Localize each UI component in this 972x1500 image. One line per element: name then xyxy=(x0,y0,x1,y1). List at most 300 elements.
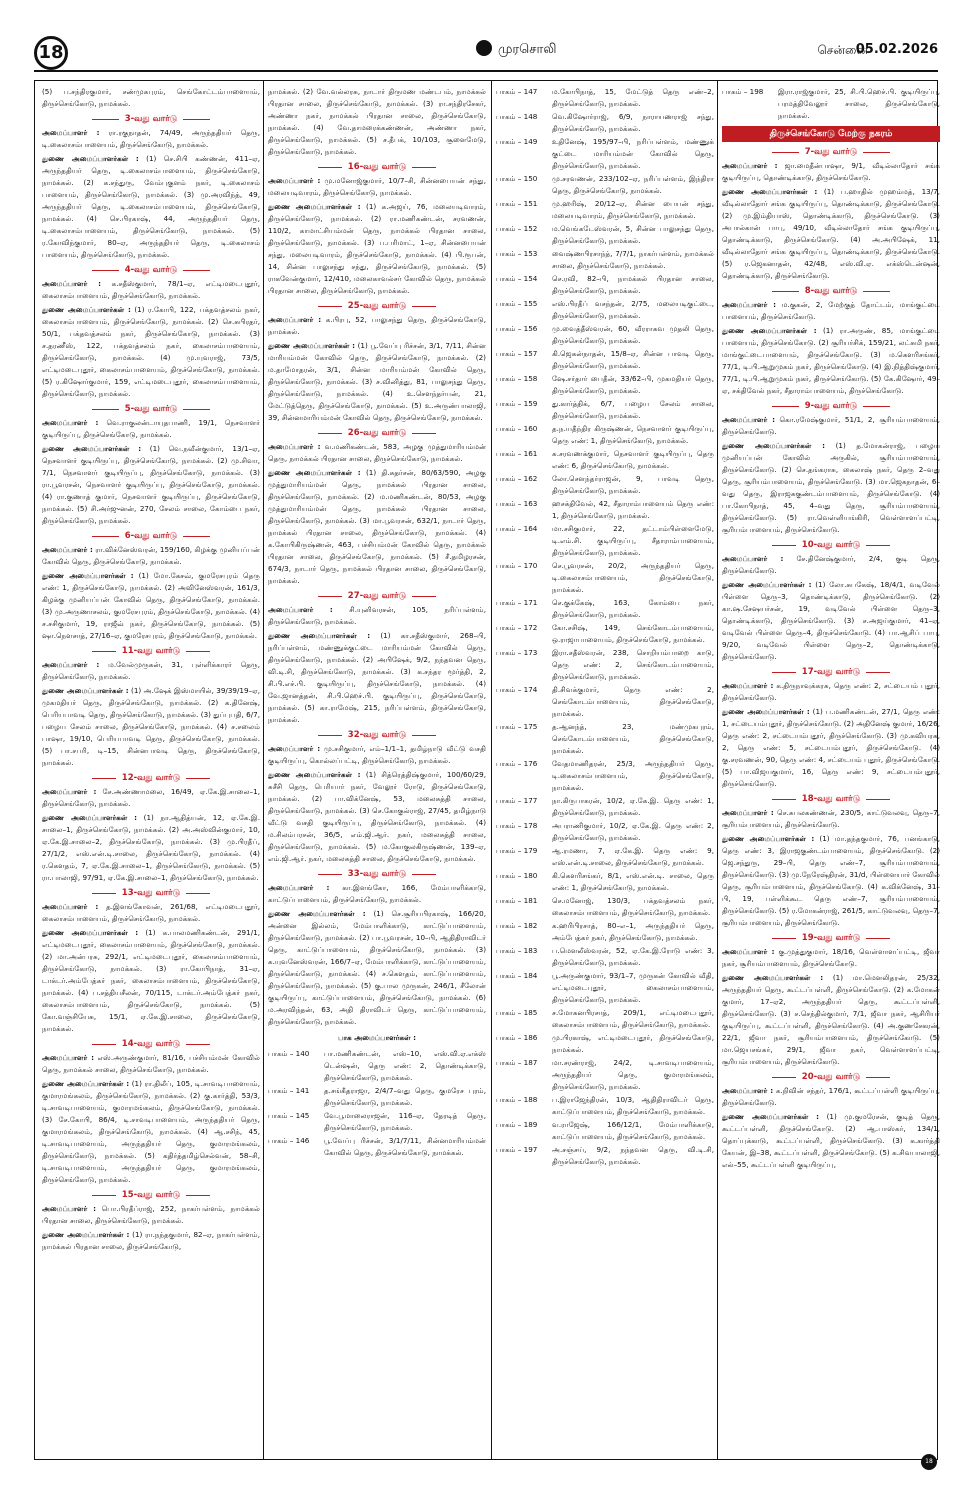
booth-number: பாகம் – 186 xyxy=(496,1033,538,1042)
booth-number: பாகம் – 171 xyxy=(496,598,538,607)
booth-member: லோ.செளந்தர்ராஜன், 9, பாவடி தெரு, திருச்செங்கோடு, நாமக்கல். xyxy=(552,474,714,495)
ward-heading-text: 19-வது வார்டு xyxy=(796,933,866,943)
ward-heading-text: 15-வது வார்டு xyxy=(116,1190,186,1200)
entry-paragraph xyxy=(268,86,486,158)
role-label: துணை அமைப்பாளர்கள் : xyxy=(42,154,139,163)
entry-text: ஜா.மைதீன்பாஷா, 9/1, வீடில்லாதோர் சங்க குடியிருப்பு, தொண்டிக்காடு, திருச்செங்கோடு. xyxy=(722,161,940,182)
ward-heading xyxy=(722,285,940,297)
entry-paragraph xyxy=(268,175,486,199)
booth-member: செ.மனோஜ், 130/3, பக்தவத்சலம் நகர், கைலாசம்பாளையம், திருச்செங்கோடு, நாமக்கல். xyxy=(552,896,714,917)
role-label: துணை அமைப்பாளர்கள் : xyxy=(42,928,139,937)
booth-member: மு.ஹரிஷ், 20/12–ஏ, சின்ன பையன் சந்து, மலையடிவாரம், திருச்செங்கோடு, நாமக்கல். xyxy=(552,199,714,220)
ward-heading-text: 14-வது வார்டு xyxy=(116,1039,186,1049)
entry-text: (1) செ.சூரியபிரகாஷ், 166/20, அன்னை இல்லம், மேம்பாளிக்காடு, காட்டுப்பாளையம், திருச்செங்கோடு, நாமக்கல். (2) பா.பூவரசன், 10–பி, ஆதிதிராவிடர் தெரு, காட்டுப்பாளையம், திருச்செங்கோடு, நாமக்கல். (3) க.யுவனேஸ்வரன், 166/7–ஏ, மேம்பாளிக்காடு, காட்டுப்பாளையம், திருச்செங்கோடு, நாமக்கல். (4) ச.கெளதம், காட்டுப்பாளையம், திருச்செங்கோடு, நாமக்கல். (5) கு.பால முருகன், 246/1, சீலோன் குடியிருப்பு, காட்டுப்பாளையம், திருச்செங்கோடு, நாமக்கல். (6) ம.அரவிந்தன், 63, அதி திராவிடர் தெரு, காட்டுப்பாளையம், திருச்செங்கோடு, நாமக்கல். xyxy=(268,909,486,1026)
booth-member: பா.மணிகண்டன், எஸ்–10, எஸ்.வி.ஏ.எக்ஸ் டென்ஷன், தெரு எண்: 2, தொண்டிக்காடு, திருச்செங்கோடு, நாமக்கல். xyxy=(324,1049,486,1082)
booth-entry xyxy=(496,423,714,447)
ward-heading xyxy=(722,793,940,805)
booth-entry xyxy=(496,298,714,322)
booth-entry xyxy=(496,820,714,844)
booth-number: பாகம் – 176 xyxy=(496,759,538,768)
role-label: அமைப்பாளர் : xyxy=(42,545,93,554)
role-label: துணை அமைப்பாளர்கள் : xyxy=(268,770,361,779)
masthead-title: முரசொலி xyxy=(498,42,557,57)
booth-entry xyxy=(496,945,714,969)
ward-heading-text: 11-வது வார்டு xyxy=(116,646,186,656)
booth-number: பாகம் – 147 xyxy=(496,87,538,96)
booth-number: பாகம் – 145 xyxy=(268,1111,310,1120)
booth-entry xyxy=(496,1057,714,1093)
role-label: அமைப்பாளர் : xyxy=(42,1204,96,1213)
booth-entry xyxy=(496,248,714,272)
role-label: துணை அமைப்பாளர்கள் : xyxy=(722,1112,820,1121)
ward-heading xyxy=(42,1189,260,1201)
ward-heading xyxy=(268,427,486,439)
booth-entry xyxy=(496,173,714,197)
role-label: அமைப்பாளர் : xyxy=(722,415,775,424)
ward-heading-text: 32-வது வார்டு xyxy=(342,730,412,740)
booth-member: வெ.கிஷோர்ராஜ், 6/9, நாராயணராஜ் சந்து, திருச்செங்கோடு, நாமக்கல். xyxy=(552,112,714,133)
booth-member: கி.கௌரிசங்கர், 8/1, எஸ்.என்.டி. சாலை, தெரு எண்: 1, திருச்செங்கோடு, நாமக்கல். xyxy=(552,871,714,892)
role-label: அமைப்பாளர் : xyxy=(722,161,778,170)
ward-heading xyxy=(722,932,940,944)
entry-text: வெ.ராகுலன்டாயுதபாணி, 19/1, நெசவாளர் குடியிருப்பு, திருச்செங்கோடு, நாமக்கல். xyxy=(42,418,260,439)
column-4 xyxy=(722,86,940,1456)
ward-heading-text: 20-வது வார்டு xyxy=(796,1072,866,1082)
ward-heading-text: 12-வது வார்டு xyxy=(116,773,186,783)
booth-number: பாகம் – 164 xyxy=(496,524,538,533)
masthead xyxy=(476,40,557,58)
booth-entry xyxy=(268,1135,486,1159)
entry-text: (1) கா.சதீஸ்குமார், 268–பி, நரிப்பள்ளம், மண்ணுக்குட்டை மாரியம்மன் கோவில் தெரு, திருச்செங்கோடு, நாமக்கல். (2) அபிஷேக், 9/2, நந்தவன தெரு, வி.டி.சி, திருச்செங்கோடு, நாமக்கல். (3) க.சந்தர மூர்த்தி, 2, சி.பி.எச்.பி. குடியிருப்பு, திருச்செங்கோடு, நாமக்கல். (4) வே.ஜானத்தன், சி.பி.ஹெச்.பி. குடியிருப்பு, திருச்செங்கோடு, நாமக்கல். (5) கா.ராமேஷ், 215, நரிப்பள்ளம், திருச்செங்கோடு, நாமக்கல். xyxy=(268,631,486,724)
booth-number: பாகம் – 178 xyxy=(496,821,538,830)
role-label: அமைப்பாளர் : xyxy=(268,442,321,451)
role-label: அமைப்பாளர் : xyxy=(268,883,330,892)
booth-member: அ.சஞ்சய், 9/2, நந்தவன தெரு, வி.டி.சி, திருச்செங்கோடு, நாமக்கல். xyxy=(552,1145,714,1166)
entry-text: பொ.பிரதீப்ராஜ், 252, நாகர்பள்ளம், நாமக்கல் பிரதான சாலை, திருச்செங்கோடு, நாமக்கல். xyxy=(42,1204,260,1225)
entry-text: (1) க.அஜய், 76, மலையடிவாரம், திருச்செங்கோடு, நாமக்கல். (2) ரா.மணிகண்டன், சரவணன், 110/2, காமாட்சியம்மன் தெரு, நாமக்கல் பிரதான சாலை, திருச்செங்கோடு, நாமக்கல். (3) ப.பரிமாட், 1–ஏ, சின்னபையன் சந்து, மலையடிவாரம், திருச்செங்கோடு, நாமக்கல். (4) பி.ரூபன், 14, சின்ன பாலுசந்து சந்து, திருச்செங்கோடு, நாமக்கல். (5) ராகவேன்குமார், 12/410, மலைகாவல்சர் கோவில் தெரு, நாமக்கல் பிரதான சாலை, திருச்செங்கோடு, நாமக்கல். xyxy=(268,202,486,295)
entry-text: (1) அ.ஷேக் இஸ்மாயில், 39/39/19–ஏ, முகமதியர் தெரு, திருச்செங்கோடு, நாமக்கல். (2) க.தினேஷ், பெரியபாவடி தெரு, திருச்செங்கோடு, நாமக்கல். (3) துப்புபதி, 6/7, பழைய சேலம் சாலை, திருச்செங்கோடு, நாமக்கல். (4) ச.சலைம் பாஷா, 19/10, பெரியபாவடி தெரு, திருச்செங்கோடு, நாமக்கல். (5) பா.சபரி, டி–15, சின்னபாவடி தெரு, திருச்செங்கோடு, நாமக்கல். xyxy=(42,686,260,767)
ward-heading-text: 8-வது வார்டு xyxy=(799,286,864,296)
edition-date: 05.02.2026 xyxy=(855,42,938,57)
booth-number: பாகம் – 174 xyxy=(496,685,538,694)
booth-member: வே.பூமாலைராஜன், 116–ஏ, தேரடித் தெரு, திருச்செங்கோடு, நாமக்கல். xyxy=(324,1111,486,1132)
entry-text: (1) ப.ஹாதில் முஹம்மத், 13/7, வீடில்லாதோர் சங்க குடியிருப்பு, தொண்டிக்காடு, திருச்செங்கோடு. (2) மு.இம்தியாஸ், தொண்டிக்காடு, திருச்செங்கோடு. (3) அபால்கான் பாபு, 49/10, வீடில்லாதோர் சங்க குடியிருப்பு, தொண்டிக்காடு, திருச்செங்கோடு. (4) அ.அபிஷேக், 11, வீடில்லாதோர் சங்க குடியிருப்பு, தொண்டிக்காடு, திருச்செங்கோடு. (5) ர.ஜெகனாதன், 42/48, எஸ்.வி.ஏ. எக்ஸ்டென்ஷன், தொண்டிக்காடு, திருச்செங்கோடு. xyxy=(722,187,940,280)
ward-heading xyxy=(42,264,260,276)
booth-member: து.கார்த்திக், 6/7, பழைய சேலம் சாலை, திருச்செங்கோடு, நாமக்கல். xyxy=(552,399,714,420)
booth-member: த.ந.யதீந்திர கிருஷ்ணன், நெசவாளர் குடியிருப்பு, தெரு எண்: 1, திருச்செங்கோடு, நாமக்கல். xyxy=(552,424,714,445)
ward-heading xyxy=(722,146,940,158)
booth-member: உதினேஷ், 195/97–பி, நரிப்பள்ளம், மண்ணுக் குட்டை மாரியம்மன் கோவில் தெரு, திருச்செங்கோடு, நாமக்கல். xyxy=(552,137,714,170)
booth-entry xyxy=(496,895,714,919)
booth-entry xyxy=(268,1048,486,1084)
column-1 xyxy=(42,86,260,1456)
booth-number: பாகம் – 162 xyxy=(496,474,538,483)
entry-text: கொ.ரமேஷ்குமார், 51/1, 2, சூரியம்பாளையம், திருச்செங்கோடு. xyxy=(722,415,940,436)
booth-entry xyxy=(496,560,714,596)
entry-text: (1) வெ.நவீன்குமார், 13/1–ஏ, நெசவாளர் குடியிருப்பு, திருச்செங்கோடு, நாமக்கல். (2) மு.சிவா, 7/1, நெசவாளர் குடியிருப்பு, திருச்செங்கோடு, நாமக்கல். (3) ரா.பூவரசன், நெசவாளர் குடியிருப்பு, திருச்செங்கோடு, நாமக்கல். (4) ரா.குணாத் குமார், நெசவாளர் குடியிருப்பு, திருச்செங்கோடு, நாமக்கல். (5) சி.அர்ஜுனன், 270, சேலம் சாலை, கோம்பை நகர், திருச்செங்கோடு, நாமக்கல். xyxy=(42,444,260,525)
booth-entry xyxy=(496,870,714,894)
entry-text: த.இளங்கோவன், 261/68, எட்டிமடைபுதூர், கைலாசம்பாளையம், திருச்செங்கோடு, நாமக்கல். xyxy=(42,902,260,923)
entry-paragraph xyxy=(42,1203,260,1227)
booth-number: பாகம் – 184 xyxy=(496,971,538,980)
entry-paragraph xyxy=(42,417,260,441)
booth-entry xyxy=(496,373,714,397)
booth-member: வ.ராஜேஷ், 166/12/1, மேம்பாளிக்காடு, காட்டுப்பாளையம், திருச்செங்கோடு, நாமக்கல். xyxy=(552,1120,714,1141)
role-label: அமைப்பாளர் : xyxy=(42,128,100,137)
booth-entry xyxy=(268,1110,486,1134)
entry-paragraph xyxy=(42,544,260,568)
booth-number: பாகம் – 189 xyxy=(496,1120,538,1129)
entry-text: க.திருநாவுக்கரசு, தெரு எண்: 2, சட்டையம் புதூர், திருச்செங்கோடு. xyxy=(722,681,940,702)
ward-heading xyxy=(722,666,940,678)
booth-entry xyxy=(496,721,714,757)
entry-text: (1) க.பாலமணிகண்டன், 291/1, எட்டிமடைபுதூர், கைலாசம்பாளையம், திருச்செங்கோடு, நாமக்கல். (2) மா.அன்பரசு, 292/1, எட்டிமடைபுதூர், கைலாசம்பாளையம், திருச்செங்கோடு, நாமக்கல். (3) ரா.கோபிநாத், 31–ஏ, டாக்டர்.அம்பேத்கர் நகர், கைலாசம்பாளையம், திருச்செங்கோடு, நாமக்கல். (4) ப.சத்தியசீலன், 70/115, டாக்டர்.அம்பேத்கர் நகர், கைலாசம்பாளையம், திருச்செங்கோடு, நாமக்கல். (5) கோ.வஞ்சியேசு, 15/1, ஏ.கே.இ.சாலை, திருச்செங்கோடு, நாமக்கல். xyxy=(42,928,260,1033)
booth-entry xyxy=(496,597,714,621)
booth-member: மு.சரவணன், 233/102–ஏ, நரிப்பள்ளம், இந்திரா தெரு, திருச்செங்கோடு, நாமக்கல். xyxy=(552,174,714,195)
booth-number: பாகம் – 148 xyxy=(496,112,538,121)
ward-heading-text: 3-வது வார்டு xyxy=(119,114,184,124)
booth-number: பாகம் – 159 xyxy=(496,399,538,408)
ward-heading-text: 13-வது வார்டு xyxy=(116,888,186,898)
role-label: துணை அமைப்பாளர்கள் : xyxy=(268,341,356,350)
entry-text: க.நிவின் சந்தர், 176/1, கூட்டப்பள்ளி குடியிருப்பு, திருச்செங்கோடு. xyxy=(722,1086,940,1107)
booth-entry xyxy=(496,498,714,522)
entry-paragraph xyxy=(268,441,486,465)
role-label: அமைப்பாளர் : xyxy=(42,418,99,427)
entry-text: கு.முத்துகுமார், 18/16, வெள்ளாளப்பட்டி, ஜீவா நகர், சூரியம்பாளையம், திருச்செங்கோடு. xyxy=(722,947,940,968)
entry-text: (5) ப.சந்திரகுமார், சண்முகபுரம், செங்கோட்டம்பாளையம், திருச்செங்கோடு, நாமக்கல். xyxy=(42,87,260,108)
booth-entry xyxy=(496,1144,714,1168)
entry-paragraph xyxy=(42,786,260,810)
booth-member: கோ.சசிஷ், 149, செங்கோடம்பாளையம், ஒ.ராஜாபாளையம், திருச்செங்கோடு, நாமக்கல். xyxy=(552,623,714,644)
entry-paragraph xyxy=(722,325,940,397)
booth-number: பாகம் – 170 xyxy=(496,561,538,570)
role-label: துணை அமைப்பாளர்கள் : xyxy=(42,686,129,695)
booth-number: பாகம் – 157 xyxy=(496,349,538,358)
booth-entry xyxy=(496,448,714,472)
role-label: அமைப்பாளர் : xyxy=(722,681,774,690)
entry-paragraph xyxy=(268,882,486,906)
entry-paragraph xyxy=(268,201,486,297)
booth-entry xyxy=(496,273,714,297)
entry-text: (1) த.மோகன்ராஜ், பழைய முனியப்பன் கோவில் அருகில், சூரியம்பாளையம், திருச்செங்கோடு. (2) செ.தங்கராசு, கைலாஷ் நகர், தெரு 2–வது தெரு, சூரியம்பாளையம், திருச்செங்கோடு. (3) மா.ஜெகநாதன், 6–வது தெரு, இராஜசுகுண்டம்பாளையம், திருச்செங்கோடு. (4) பா.கோபிநாத், 45, 4–வது தெரு, சூரியம்பாளையம், திருச்செங்கோடு. (5) ரா.வெள்ளியங்கிரி, வெள்ளாளப்பட்டி, சூரியம்பாளையம், திருச்செங்கோடு. xyxy=(722,441,940,534)
role-label: துணை அமைப்பாளர்கள் : xyxy=(42,1230,130,1239)
booth-entry xyxy=(496,1094,714,1118)
role-label: துணை அமைப்பாளர்கள் : xyxy=(268,468,361,477)
booth-entry xyxy=(496,622,714,646)
booth-member: இரா.ராஜ்குமார், 25, சி.பி.ஹெச்.பி. குடியிருப்பு, பரமத்திவேலூர் சாலை, திருச்செங்கோடு, நாமக்கல். xyxy=(778,87,940,120)
page-header xyxy=(34,34,938,72)
ward-heading xyxy=(268,300,486,312)
booth-member: ம.வெங்கடேஸ்வரன், 5, சின்ன பாலுசந்து தெரு, திருச்செங்கோடு, நாமக்கல். xyxy=(552,224,714,245)
section-banner: திருச்செங்கோடு மேற்கு நகரம் xyxy=(722,126,940,142)
entry-paragraph xyxy=(722,1111,940,1171)
entry-text: (1) மோ.கேசவ், குமரேசபுரம் தெரு எண்: 1, திருச்செங்கோடு, நாமக்கல். (2) அவினேஸ்வரன், 161/3, கிழக்கு முனியப்பன் கோவில் தெரு, திருச்செங்கோடு, நாமக்கல். (3) மு.அருணாசலம், குமரேசபுரம், திருச்செங்கோடு, நாமக்கல். (4) ச.சசிகுமார், 19, ராஜீவ் நகர், திருச்செங்கோடு, நாமக்கல். (5) ஷா.நௌசாத், 27/16–ஏ, குமரேசபுரம், திருச்செங்கோடு, நாமக்கல். xyxy=(42,571,260,640)
role-label: அமைப்பாளர் : xyxy=(722,947,775,956)
entry-text: (1) மா.தந்தகுமார், 76, பனங்காடு, தெரு எண்: 3, இராஜகுண்டம்பாளையம், திருச்செங்கோடு. (2) ஜெ.சந்துரு, 29–பி, தெரு எண்–7, சூரியம்பாளையம், திருச்செங்கோடு. (3) மு.நேரேஷ்திரன், 31/d, பிள்ளையார் கோவில் தெரு, சூரியம்பாளையம், திருச்செங்கோடு. (4) க.விக்னேஷ், 31–பி, 19, பள்ளிக்கூட தெரு எண்–7, சூரியம்பாளையம், திருச்செங்கோடு. (5) ர.மோகன்ராஜ், 261/5, காட்டுவலவு, தெரு–7, சூரியம்பாளையம், திருச்செங்கோடு. xyxy=(722,834,940,927)
column-2 xyxy=(268,86,486,1456)
entry-text: (1) மு.குமரேசன், குடித் தெரு, கூட்டப்பள்ளி, திருச்செங்கோடு. (2) ஆ.பாஸ்கர், 134/1, தொப்புக்காடு, கூட்டப்பள்ளி, திருச்செங்கோடு. (3) க.கார்த்தி கேயன், இ–38, கூட்டப்பள்ளி, திருச்செங்கோடு. (5) க.சிவபாலாஜி, எல்–55, கூட்டப்பள்ளி குடியிருப்பு, xyxy=(722,1112,940,1169)
entry-paragraph xyxy=(42,304,260,400)
role-label: துணை அமைப்பாளர்கள் : xyxy=(42,305,131,314)
booth-number: பாகம் – 152 xyxy=(496,224,538,233)
booth-number: பாகம் – 185 xyxy=(496,1008,538,1017)
booth-number: பாகம் – 141 xyxy=(268,1086,310,1095)
booth-entry xyxy=(496,398,714,422)
footer-page-number: 18 xyxy=(921,1454,937,1470)
role-label: அமைப்பாளர் : xyxy=(268,315,322,324)
entry-text: செ.சுபலகண்ணன், 230/5, காட்டுவலவு, தெரு–7, சூரியம்பாளையம், திருச்செங்கோடு. xyxy=(722,808,940,829)
entry-paragraph xyxy=(42,1052,260,1076)
booth-entry xyxy=(496,758,714,794)
booth-member: மு.வைத்தீஸ்வரன், 60, வீரராகவ முதலி தெரு, திருச்செங்கோடு, நாமக்கல். xyxy=(552,324,714,345)
column-divider xyxy=(491,80,492,1460)
entry-paragraph xyxy=(722,414,940,438)
role-label: அமைப்பாளர் : xyxy=(722,300,777,309)
ward-heading xyxy=(722,539,940,551)
column-divider xyxy=(263,80,264,1460)
booth-member: வேதமாணிதரன், 25/3, அருந்ததியர் தெரு, டி.கைலாசம்பாளையம், திருச்செங்கோடு, நாமக்கல். xyxy=(552,759,714,792)
ward-heading-text: 26-வது வார்டு xyxy=(342,428,412,438)
booth-number: பாகம் – 153 xyxy=(496,249,538,258)
entry-text: க.பிரபு, 52, பாலுசந்து தெரு, திருச்செங்கோடு, நாமக்கல். xyxy=(268,315,486,336)
booth-member: செ.பூவரசன், 20/2, அருந்ததியர் தெரு, டி.கைலாசம்பாளையம், திருச்செங்கோடு, நாமக்கல். xyxy=(552,561,714,594)
booth-member: வைஷ்ணபிரசாந்த், 7/7/1, நாகர்பள்ளம், நாமக்கல் சாலை, திருச்செங்கோடு, நாமக்கல். xyxy=(552,249,714,270)
booth-member: ப.இராஜேந்திரன், 10/3, ஆதிதிராவிடர் தெரு, காட்டுப்பாளையம், திருச்செங்கோடு, நாமக்கல். xyxy=(552,1095,714,1116)
entry-text: சே.தினேஷ்குமார், 2/4, குடி தெரு, திருச்செங்கோடு. xyxy=(722,554,940,575)
booth-number: பாகம் – 160 xyxy=(496,424,538,433)
booth-number: பாகம் – 179 xyxy=(496,846,538,855)
role-label: துணை அமைப்பாளர்கள் : xyxy=(722,580,812,589)
ward-heading-text: 25-வது வார்டு xyxy=(342,301,412,311)
entry-paragraph xyxy=(42,278,260,302)
ward-heading xyxy=(268,729,486,741)
entry-paragraph xyxy=(268,467,486,587)
booth-number: பாகம் – 156 xyxy=(496,324,538,333)
role-label: அமைப்பாளர் : xyxy=(268,176,321,185)
entry-paragraph xyxy=(42,127,260,151)
entry-paragraph xyxy=(42,86,260,110)
booth-member: ஆ.ரமணா, 7, ஏ.கே.இ. தெரு எண்: 9, எஸ்.என்.டி.சாலை, திருச்செங்கோடு, நாமக்கல். xyxy=(552,846,714,867)
entry-paragraph xyxy=(42,927,260,1035)
booth-number: பாகம் – 149 xyxy=(496,137,538,146)
role-label: அமைப்பாளர் : xyxy=(268,744,321,753)
entry-text: கா.இளங்கோ, 166, மேம்பாளிக்காடு, காட்டுப்பாளையம், திருச்செங்கோடு, நாமக்கல். xyxy=(268,883,486,904)
booth-entry xyxy=(496,136,714,172)
ward-heading xyxy=(268,868,486,880)
booth-entry xyxy=(496,795,714,819)
booth-number: பாகம் – 187 xyxy=(496,1058,538,1067)
logo-icon xyxy=(476,40,492,56)
booth-entry xyxy=(496,348,714,372)
booth-member: எஸ்.பிரதீப் வசந்தன், 2/75, மலையடிகுட்டை, திருச்செங்கோடு, நாமக்கல். xyxy=(552,299,714,320)
ward-heading xyxy=(722,1071,940,1083)
entry-text: சே.அண்ணாமலை, 16/49, ஏ.கே.இ.சாலை–1, திருச்செங்கோடு, நாமக்கல். xyxy=(42,787,260,808)
booth-number: பாகம் – 154 xyxy=(496,274,538,283)
ward-heading-text: 7-வது வார்டு xyxy=(799,147,864,157)
ward-heading xyxy=(42,887,260,899)
ward-heading-text: 5-வது வார்டு xyxy=(119,404,184,414)
booth-number: பாகம் – 150 xyxy=(496,174,538,183)
ward-heading xyxy=(722,400,940,412)
ward-heading-text: 33-வது வார்டு xyxy=(342,869,412,879)
entry-text: க.சதீஸ்குமார், 78/1–ஏ, எட்டிமடைபுதூர், கைலாசம்பாளையம், திருச்செங்கோடு, நாமக்கல். xyxy=(42,279,260,300)
booth-member: பூ.அருண்குமார், 93/1–7, முருகன் கோவில் வீதி, எட்டிமடைபுதூர், கைலாசம்பாளையம், திருச்செங்கோடு, நாமக்கல். xyxy=(552,971,714,1004)
entry-text: மு.மனோஜ்குமார், 10/7–சி, சின்னபையன் சந்து, மலையடிவாரம், திருச்செங்கோடு, நாமக்கல். xyxy=(268,176,486,197)
booth-number: பாகம் – 188 xyxy=(496,1095,538,1104)
booth-member: ம.கோபிநாத், 15, மேட்டுத் தெரு எண்–2, திருச்செங்கோடு, நாமக்கல். xyxy=(552,87,714,108)
role-label: துணை அமைப்பாளர்கள் : xyxy=(722,973,824,982)
booth-member: கி.ஜெகன்நாதன், 15/8–ஏ, சின்ன பாவடி தெரு, திருச்செங்கோடு, நாமக்கல். xyxy=(552,349,714,370)
role-label: துணை அமைப்பாளர்கள் : xyxy=(42,813,138,822)
booth-entry xyxy=(496,1119,714,1143)
booth-entry xyxy=(496,323,714,347)
entry-paragraph xyxy=(42,570,260,642)
booth-entry xyxy=(496,647,714,683)
entry-text: ம.குகன், 2, மேற்குத் தோட்டம், மாங்குட்டை பாளையம், திருச்செங்கோடு. xyxy=(722,300,940,321)
entry-paragraph xyxy=(42,1229,260,1253)
booth-member: நா.கிருபாகரன், 10/2, ஏ.கே.இ. தெரு எண்: 1, திருச்செங்கோடு, நாமக்கல். xyxy=(552,796,714,817)
role-label: துணை அமைப்பாளர்கள் : xyxy=(722,326,817,335)
booth-number: பாகம் – 155 xyxy=(496,299,538,308)
entry-text: எஸ்.அருண்குமார், 81/16, பச்சியம்மன் கோவில் தெரு, நாமக்கல் சாலை, திருச்செங்கோடு, நாமக்கல். xyxy=(42,1053,260,1074)
booth-number: பாகம் – 175 xyxy=(496,722,538,731)
column-3 xyxy=(496,86,714,1456)
entry-paragraph xyxy=(268,769,486,865)
booth-number: பாகம் – 198 xyxy=(722,87,764,96)
entry-paragraph xyxy=(268,340,486,424)
booth-member: சு.சரவணக்குமார், நெசவாளர் குடியிருப்பு, தெரு எண்: 6, திருச்செங்கோடு, நாமக்கல். xyxy=(552,449,714,470)
booth-member: செ.ரவி, 82–பி, நாமக்கல் பிரதான சாலை, திருச்செங்கோடு, நாமக்கல். xyxy=(552,274,714,295)
ward-heading-text: 16-வது வார்டு xyxy=(342,162,412,172)
entry-text: (1) ரா.திலீப், 105, டி.சாவடிபாளையம், குமாரமங்கலம், திருச்செங்கோடு, நாமக்கல். (2) கு.கார்த்தி, 53/3, டி.சாவடிபாளையம், குமாரமங்கலம், திருச்செங்கோடு, நாமக்கல். (3) சே.கோபி, 86/4, டி.சாவடிபாளையம், அருந்ததியர் தெரு, குமாரமங்கலம், திருச்செங்கோடு, நாமக்கல். (4) ஆ.சசிந், 45, டி.சாவடிபாளையம், அருந்ததியர் தெரு, குமாரமங்கலம், திருச்செங்கோடு, நாமக்கல். (5) கதிர்த்தமிழ்செல்வன், 58–சி, டி.சாவடிபாளையம், அருந்ததியர் தெரு, குமாரமங்கலம், திருச்செங்கோடு, நாமக்கல். xyxy=(42,1079,260,1184)
entry-paragraph xyxy=(42,659,260,683)
booth-member: அபராணிகுமார், 10/2, ஏ.கே.இ. தெரு எண்: 2, திருச்செங்கோடு, நாமக்கல். xyxy=(552,821,714,842)
entry-text: (1) பூ.வேப்பு ரிச்சன், 3/1, 7/11, சின்ன மாரியம்மன் கோவில் தெரு, திருச்செங்கோடு, நாமக்கல். (2) ம.தாமோதரன், 3/1, சின்ன மாரியம்மன் கோவில் தெரு, திருச்செங்கோடு, நாமக்கல். (3) ச.வினித்து, 81, பாலுசந்து தெரு, திருச்செங்கோடு, நாமக்கல். (4) உ.செளந்தர்யன், 21, மேட்டுத்தெரு, திருச்செங்கோடு, நாமக்கல். (5) உ.அருண்பாலாஜி, 39, சின்னமாரியம்மன் கோவில் தெரு, திருச்செங்கோடு, நாமக்கல். xyxy=(268,341,486,422)
entry-paragraph xyxy=(722,680,940,704)
entry-paragraph xyxy=(722,833,940,929)
entry-text: (1) நா.ஆதித்யன், 12, ஏ.கே.இ. சாலை–1, திருச்செங்கோடு, நாமக்கல். (2) அ.அஸ்வின்குமார், 10, ஏ.கே.இ.சாலை–2, திருச்செங்கோடு, நாமக்கல். (3) மு.பிரதீப், 27/1/2, எஸ்.என்.டி.சாலை, திருச்செங்கோடு, நாமக்கல். (4) ர.கௌதம், 7, ஏ.கே.இ.சாலை–1, திருச்செங்கோடு, நாமக்கல். (5) ரா.பாலாஜி, 97/91, ஏ.கே.இ.சாலை–1, திருச்செங்கோடு, நாமக்கல். xyxy=(42,813,260,882)
booth-entry xyxy=(496,523,714,559)
entry-text: (1) ப.மணிகண்டன், 27/1, தெரு எண்: 1, சட்டையம்புதூர், திருச்செங்கோடு. (2) அதினேஷ் குமார், 16/26, தெரு எண்: 2, சட்டையம்புதூர், திருச்செங்கோடு. (3) மு.கவியரசு, 2, தெரு எண்: 5, சட்டையம்புதூர், திருச்செங்கோடு. (4) கு.சரவணன், 90, தெரு எண்: 4, சட்டையம் புதூர், திருச்செங்கோடு. (5) பா.விஜயகுமார், 16, தெரு எண்: 9, சட்டையம்புதூர், திருச்செங்கோடு. xyxy=(722,707,940,788)
ward-heading-text: 10-வது வார்டு xyxy=(796,540,866,550)
entry-text: நாமக்கல். (2) வே.வல்லரசு, நாடார் திருமண மண்டபம், நாமக்கல் பிரதான சாலை, திருச்செங்கோடு, நாமக்கல். (3) ரா.சந்திரசேகர், அண்ணா நகர், நாமக்கல் பிரதான சாலை, திருச்செங்கோடு, நாமக்கல். (4) வே.தாமரைக்கண்ணன், அண்ணா நகர், திருச்செங்கோடு, நாமக்கல். (5) ச.தீபக், 10/103, சூளைமேடு, திருச்செங்கோடு, நாமக்கல். xyxy=(268,87,486,156)
ward-heading xyxy=(42,772,260,784)
entry-paragraph xyxy=(268,743,486,767)
ward-heading xyxy=(42,645,260,657)
booth-number: பாகம் – 173 xyxy=(496,648,538,657)
booth-entry xyxy=(496,223,714,247)
entry-paragraph xyxy=(268,908,486,1028)
role-label: துணை அமைப்பாளர்கள் : xyxy=(722,187,818,196)
entry-paragraph xyxy=(722,160,940,184)
entry-paragraph xyxy=(722,807,940,831)
booth-member: மா.சசிகுமார், 22, தட்டாம்பிள்ளைமேடு, டி.எம்.சி. குடியிருப்பு, சீதாராம்பாளையம், திருச்செங்கோடு, நாமக்கல். xyxy=(552,524,714,557)
ward-heading xyxy=(268,590,486,602)
role-label: அமைப்பாளர் : xyxy=(42,660,100,669)
role-label: அமைப்பாளர் : xyxy=(42,1053,94,1062)
booth-member: மா.சரண்ராஜ், 24/2, டி.சாவடிபாளையம், அருந்ததியர் தெரு, குமாரமங்கலம், திருச்செங்கோடு, நாமக்கல். xyxy=(552,1058,714,1091)
entry-paragraph xyxy=(268,630,486,726)
role-label: துணை அமைப்பாளர்கள் : xyxy=(268,202,361,211)
ward-heading xyxy=(42,113,260,125)
entry-text: மு.சசிகுமார், எம்–1/1–1, தமிழ்நாடு வீட்டு வசதி குடியிருப்பு, கொல்லப்பட்டி, திருச்செங்கோடு, நாமக்கல். xyxy=(268,744,486,765)
entry-text: (1) ரா.அருண், 85, மாங்குட்டை பாளையம், திருச்செங்கோடு. (2) சூரியர்சிக், 159/21, லட்சுமி நகர், மாங்குட்டைபாளையம், திருச்செங்கோடு. (3) ம.கௌரிசங்கர், 77/1, டி.பி.ஆறுமுகம் நகர், திருச்செங்கோடு. (4) இ.நித்திஷ்குமார், 77/1, டி.பி.ஆறுமுகம் நகர், திருச்செங்கோடு. (5) கே.கிஷோர், 49–ஏ, சக்திவேல் நகர், சீதாராம்பாளையம், திருச்செங்கோடு. xyxy=(722,326,940,395)
entry-paragraph xyxy=(42,153,260,261)
booth-number: பாகம் – 163 xyxy=(496,499,538,508)
entry-text: ரா.விக்னேஸ்வரன், 159/160, கிழக்கு முனியப்பன் கோவில் தெரு, திருச்செங்கோடு, நாமக்கல். xyxy=(42,545,260,566)
booth-member: தி.சிவக்குமார், தெரு எண்: 2, செங்கோடம்பாளையம், திருச்செங்கோடு, நாமக்கல். xyxy=(552,685,714,718)
entry-text: (1) ரா.நந்தகுமார், 82–ஏ, நாகர்பள்ளம், நாமக்கல் பிரதான சாலை, திருச்செங்கோடு, xyxy=(42,1230,260,1251)
booth-number: பாகம் – 140 xyxy=(268,1049,310,1058)
entry-text: (1) சித்ரெத்திஷ்குமார், 100/60/29, சுசீசி தெரு, பெரியார் நகர், வேலூர் ரோடு, திருச்செங்கோடு, நாமக்கல். (2) பா.விக்னேஷ், 53, மலைசுத்தி சாலை, திருச்செங்கோடு, நாமக்கல். (3) செ.கோகுல்ராஜ், 27/45, தமிழ்நாடு வீட்டு வசதி குடியிருப்பு, திருச்செங்கோடு, நாமக்கல். (4) ம.சிலம்பரசன், 36/5, எம்.ஜி.ஆர். நகர், மலைசுத்தி சாலை, திருச்செங்கோடு, நாமக்கல். (5) ம.கோகுலகிருஷ்ணன், 139–ஏ, எம்.ஜி.ஆர். நகர், மலைசுத்தி சாலை, திருச்செங்கோடு, நாமக்கல். xyxy=(268,770,486,863)
role-label: அமைப்பாளர் : xyxy=(42,279,101,288)
ward-heading-text: 17-வது வார்டு xyxy=(796,667,866,677)
booth-entry xyxy=(496,473,714,497)
ward-heading-text: 27-வது வார்டு xyxy=(342,591,412,601)
booth-number: பாகம் – 161 xyxy=(496,449,538,458)
entry-paragraph xyxy=(722,579,940,663)
role-label: துணை அமைப்பாளர்கள் : xyxy=(722,441,826,450)
entry-paragraph xyxy=(722,186,940,282)
role-label: அமைப்பாளர் : xyxy=(42,902,99,911)
ward-heading xyxy=(42,403,260,415)
booth-number: பாகம் – 181 xyxy=(496,896,538,905)
booth-entry xyxy=(496,970,714,1006)
booth-number: பாகம் – 180 xyxy=(496,871,538,880)
booth-member: க.ஹரிபிரசாத், 80–எ–1, அருந்ததியர் தெரு, அம்பேத்கர் நகர், திருச்செங்கோடு, நாமக்கல். xyxy=(552,921,714,942)
booth-entry xyxy=(496,111,714,135)
booth-member: ப.மௌலீஸ்வரன், 52, ஏ.கே.இ.ரோடு எண்: 3, திருச்செங்கோடு, நாமக்கல். xyxy=(552,946,714,967)
role-label: அமைப்பாளர் : xyxy=(42,787,97,796)
role-label: துணை அமைப்பாளர்கள் : xyxy=(268,631,371,640)
role-label: அமைப்பாளர் : xyxy=(268,605,333,614)
entry-paragraph xyxy=(722,440,940,536)
column-divider xyxy=(717,80,718,1460)
edition-city: சென்னை xyxy=(817,43,868,57)
ward-heading-text: 18-வது வார்டு xyxy=(796,794,866,804)
entry-paragraph xyxy=(722,706,940,790)
booth-number: பாகம் – 182 xyxy=(496,921,538,930)
entry-text: (1) மா.மௌலிதரன், 25/32, அருந்ததியர் தெரு, கூட்டப்பள்ளி, திருச்செங்கோடு. (2) க.மோகன் குமார், 17–ஏ2, அருந்ததியர் தெரு, கூட்டப்பள்ளி, திருச்செங்கோடு. (3) ச.செந்தில்குமார், 7/1, ஜீவா நகர், ஆசிரியர் குடியிருப்பு, கூட்டப்பள்ளி, திருச்செங்கோடு. (4) அ.குணசேகரன், 22/1, ஜீவா நகர், சூரியம்பாளையம், திருச்செங்கோடு. (5) மா.ஜெயசங்கர், 29/1, ஜீவா நகர், வெள்ளாளப்பட்டி, சூரியம்பாளையம், திருச்செங்கோடு. xyxy=(722,973,940,1066)
entry-text: சி.யுனிவரசன், 105, நரிப்பள்ளம், திருச்செங்கோடு, நாமக்கல். xyxy=(268,605,486,626)
entry-text: (1) செ.சிபி கண்ணன், 411–ஏ, அருந்ததியர் தெரு, டி.கைலாசம்பாளையம், திருச்செங்கோடு, நாமக்கல். (2) க.சந்துரு, வேம்புகுளம் நகர், டி.கைலாசம் பாளையம், திருச்செங்கோடு, நாமக்கல். (3) மு.அரவிந்த், 49, அருந்ததியர் தெரு, டி.கைலாசம்பாளையம், திருச்செங்கோடு, நாமக்கல். (4) செ.பிரகாஷ், 44, அருந்ததியர் தெரு, டி.கைலாசம்பாளையம், திருச்செங்கோடு, நாமக்கல். (5) ர.கோவிந்குமார், 80–ஏ, அருந்ததியர் தெரு, டி.கைலாசம் பாளையம், திருச்செங்கோடு, நாமக்கல். xyxy=(42,154,260,259)
booth-entry xyxy=(496,1007,714,1031)
role-label: துணை அமைப்பாளர்கள் : xyxy=(268,909,366,918)
booth-member: ஷே.சர்தார் பைதீன், 33/62–பி, முகமதியர் தெரு, திருச்செங்கோடு, நாமக்கல். xyxy=(552,374,714,395)
booth-entry xyxy=(496,86,714,110)
entry-paragraph xyxy=(722,972,940,1068)
entry-text: (1) தி.சுதர்சன், 80/63/590, அழகு முத்துமாரியம்மன் தெரு, நாமக்கல் பிரதான சாலை, திருச்செங்கோடு, நாமக்கல். (2) ம.மணிகண்டன், 80/53, அழகு முத்துமாரியம்மன் தெரு, நாமக்கல் பிரதான சாலை, திருச்செங்கோடு, நாமக்கல். (3) மா.பூவரசன், 632/1, நாடார் தெரு, நாமக்கல் பிரதான சாலை, திருச்செங்கோடு, நாமக்கல். (4) க.கோபிகிருஷ்ணன், 463, பச்சியம்மன் கோவில் தெரு, நாமக்கல் பிரதான சாலை, திருச்செங்கோடு, நாமக்கல். (5) சீ.தமிழரசன், 674/3, நாடார் தெரு, நாமக்கல் பிரதான சாலை, திருச்செங்கோடு, நாமக்கல். xyxy=(268,468,486,585)
booth-member: மு.பிரகாஷ், எட்டிமடைபுதூர், திருச்செங்கோடு, நாமக்கல். xyxy=(552,1033,714,1054)
booth-number: பாகம் – 197 xyxy=(496,1145,538,1154)
ward-heading xyxy=(42,530,260,542)
page-number-badge: 18 xyxy=(34,36,68,70)
booth-entry xyxy=(496,1032,714,1056)
booth-number: பாகம் – 177 xyxy=(496,796,538,805)
booth-member: ச.மோகனபிரசாத், 209/1, எட்டிமடைபுதூர், கைலாசம்பாளையம், திருச்செங்கோடு, நாமக்கல். xyxy=(552,1008,714,1029)
booth-member: இரா.சதீஸ்வரன், 238, சொறியம்பாறை காடு, தெரு எண்: 2, செங்கோடம்பாளையம், திருச்செங்கோடு, நாமக்கல். xyxy=(552,648,714,681)
entry-text: வ.மணிகண்டன், 583, அழகு முத்துமாரியம்மன் தெரு, நாமக்கல் பிரதான சாலை, திருச்செங்கோடு, நாமக்கல். xyxy=(268,442,486,463)
ward-heading-text: 4-வது வார்டு xyxy=(119,265,184,275)
booth-entry xyxy=(268,1085,486,1109)
entry-paragraph xyxy=(722,1085,940,1109)
entry-paragraph xyxy=(722,299,940,323)
entry-paragraph xyxy=(42,685,260,769)
role-label: துணை அமைப்பாளர்கள் : xyxy=(42,1079,130,1088)
role-label: துணை அமைப்பாளர்கள் : xyxy=(42,571,134,580)
booth-member: ஹசக்திவேல், 42, சீதாராம்பாளையம் தெரு எண்: 1, திருச்செங்கோடு, நாமக்கல். xyxy=(552,499,714,520)
